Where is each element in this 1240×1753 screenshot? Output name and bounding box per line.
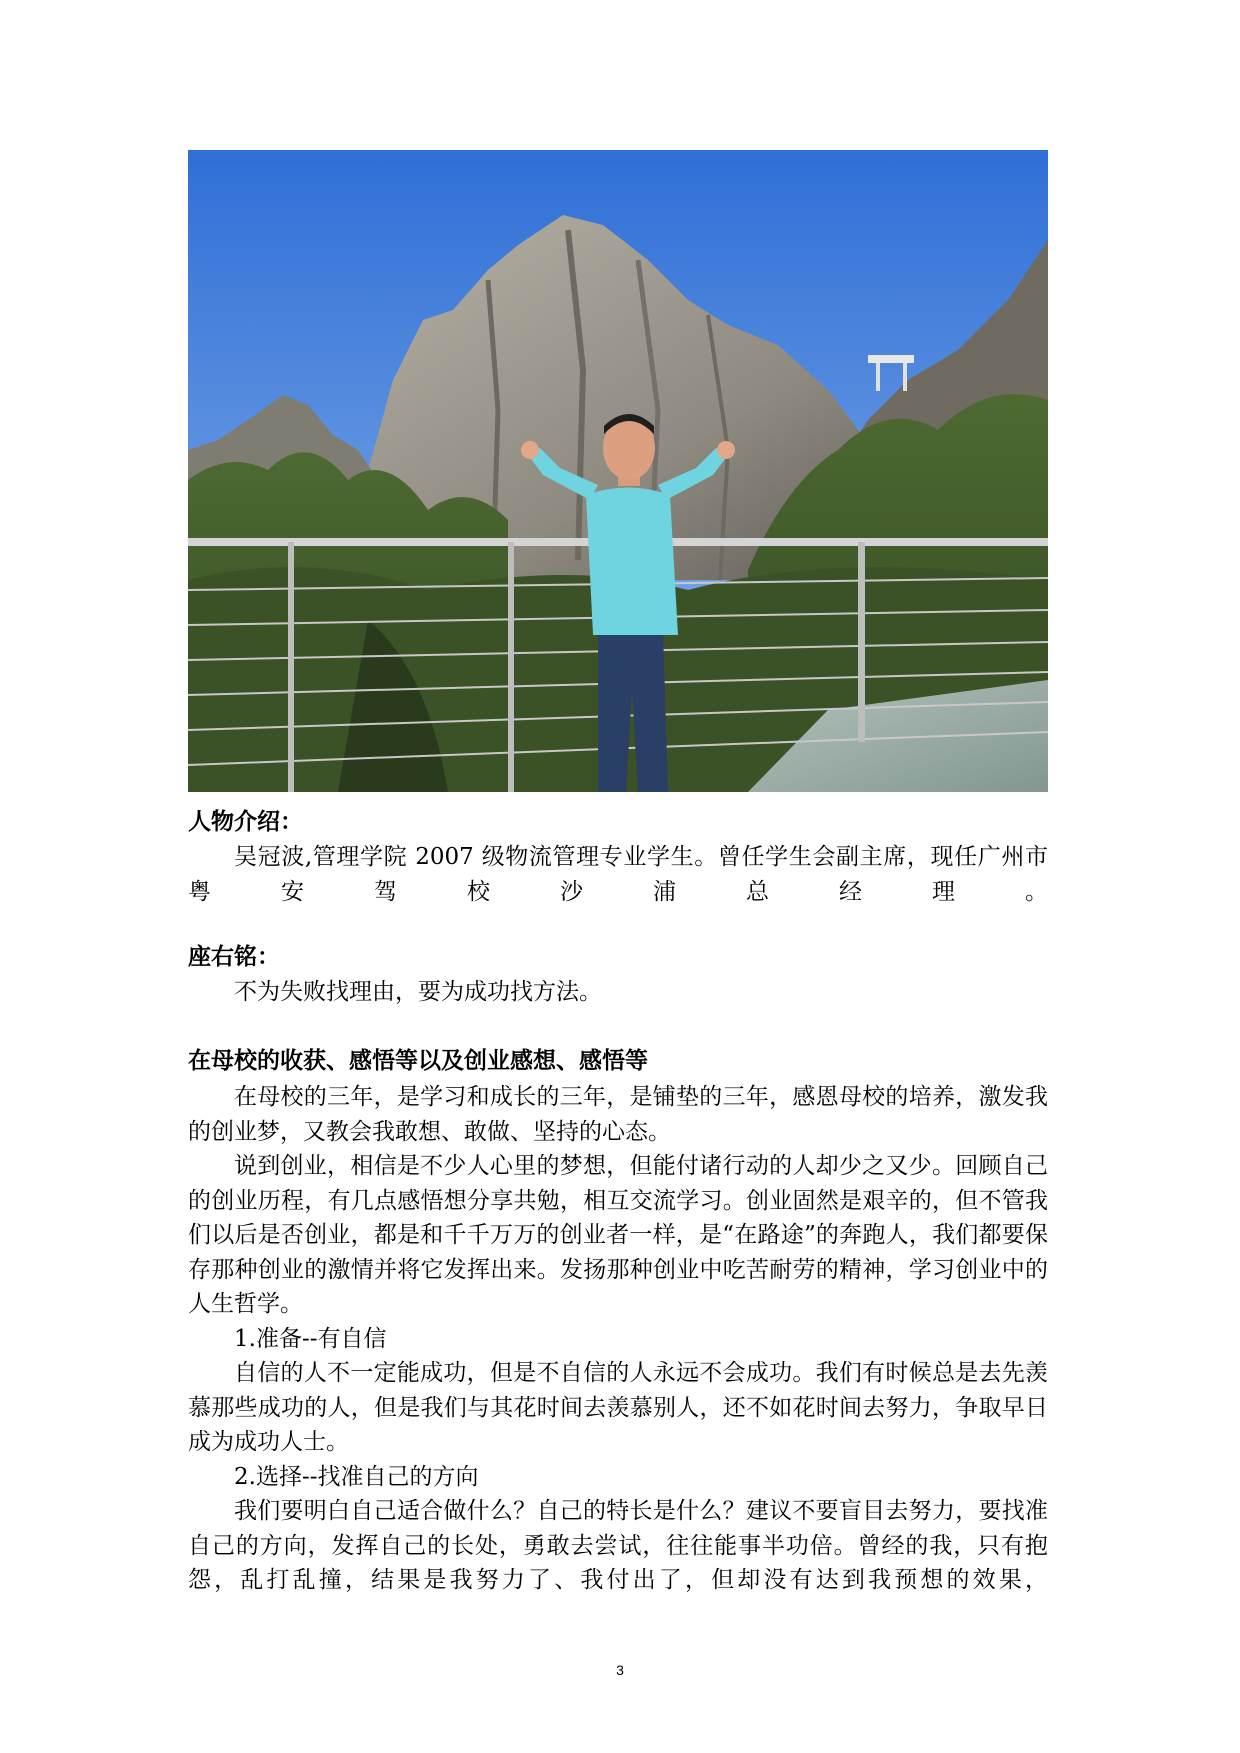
portrait-photo: [188, 150, 1048, 792]
railing-post: [288, 542, 294, 792]
pavilion-roof: [868, 355, 914, 363]
railing-post: [508, 542, 514, 792]
reflection-paragraph: 在母校的三年，是学习和成长的三年，是铺垫的三年，感恩母校的培养，激发我的创业梦，又教会我敢想、敢做、坚持的心态。: [188, 1084, 1048, 1145]
pavilion-post: [903, 363, 907, 391]
reflection-paragraph: 自信的人不一定能成功，但是不自信的人永远不会成功。我们有时候总是去先羡慕那些成功的人，但是我们与其花时间去羡慕别人，还不如花时间去努力，争取早日成为成功人士。: [188, 1360, 1048, 1455]
intro-heading: 人物介绍：: [188, 809, 303, 835]
reflection-paragraph: 说到创业，相信是不少人心里的梦想，但能付诸行动的人却少之又少。回顾自己的创业历程，有几点感悟想分享共勉，相互交流学习。创业固然是艰辛的，但不管我们以后是否创业，都是和千千万万的创业者一样，是“在路途”的奔跑人，我们都要保存那种创业的激情并将它发挥出来。发扬那种创业中吃苦耐劳的精神，学习创业中的人生哲学。: [188, 1153, 1048, 1317]
motto-text: 不为失败找理由，要为成功找方法。: [234, 979, 602, 1005]
railing-post: [858, 542, 865, 742]
reflection-subheading: 2.选择--找准自己的方向: [234, 1464, 479, 1490]
page-number: 3: [616, 1662, 624, 1678]
reflection-subheading: 1.准备--有自信: [234, 1326, 387, 1352]
intro-text: 吴冠波,管理学院 2007 级物流管理专业学生。曾任学生会副主席，现任广州市粤安驾校沙浦总经理。: [188, 844, 1048, 905]
motto-heading: 座右铭：: [188, 944, 280, 970]
pavilion-post: [876, 363, 880, 391]
reflections-heading: 在母校的收获、感悟等以及创业感想、感悟等: [188, 1048, 648, 1074]
reflection-paragraph: 我们要明白自己适合做什么？自己的特长是什么？建议不要盲目去努力，要找准自己的方向，发挥自己的长处，勇敢去尝试，往往能事半功倍。曾经的我，只有抱怨，乱打乱撞，结果是我努力了、我付出了，但却没有达到我预想的效果，: [188, 1498, 1048, 1593]
